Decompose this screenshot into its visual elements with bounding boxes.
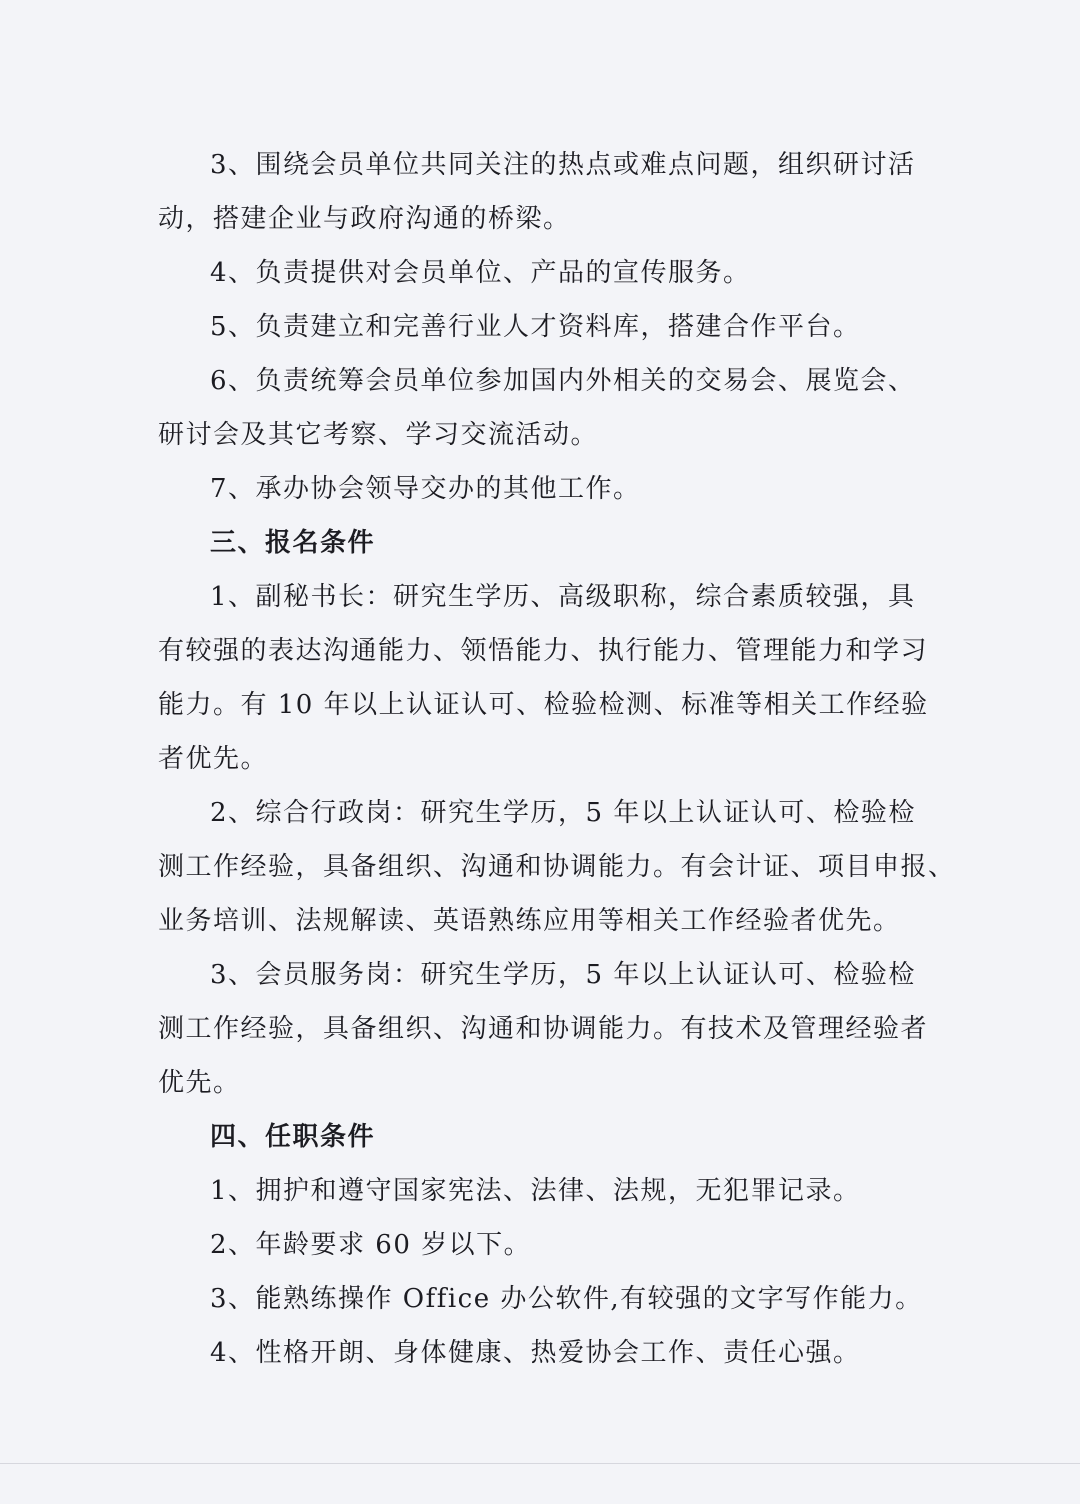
paragraph-line: 研讨会及其它考察、学习交流活动。: [158, 420, 599, 450]
duty-item-3: [158, 138, 916, 246]
paragraph-line: 2、年龄要求 60 岁以下。: [210, 1230, 532, 1260]
paragraph-line: 者优先。: [158, 744, 269, 774]
paragraph-line: 3、会员服务岗：研究生学历，5 年以上认证认可、检验检: [210, 960, 916, 990]
paragraph-line: 1、副秘书长：研究生学历、高级职称，综合素质较强，具: [210, 582, 916, 612]
requirement-item-2: [158, 1218, 910, 1272]
duty-item-6: [158, 354, 916, 462]
requirement-item-1: [158, 1164, 910, 1218]
paragraph-line: 3、能熟练操作 Office 办公软件,有较强的文字写作能力。: [210, 1284, 923, 1314]
section-heading-registration: 三、报名条件: [210, 528, 376, 558]
paragraph-line: 有较强的表达沟通能力、领悟能力、执行能力、管理能力和学习: [158, 636, 929, 666]
duty-item-7: [158, 462, 910, 516]
paragraph-line: 4、负责提供对会员单位、产品的宣传服务。: [210, 258, 751, 288]
condition-item-2: [158, 786, 956, 948]
paragraph-line: 2、综合行政岗：研究生学历，5 年以上认证认可、检验检: [210, 798, 916, 828]
paragraph-line: 测工作经验，具备组织、沟通和协调能力。有技术及管理经验者: [158, 1014, 929, 1044]
requirement-item-3: [158, 1272, 923, 1326]
duty-item-5: [158, 300, 910, 354]
paragraph-line: 6、负责统筹会员单位参加国内外相关的交易会、展览会、: [210, 366, 916, 396]
condition-item-1: [158, 570, 929, 786]
requirement-item-4: [158, 1326, 910, 1380]
scan-bottom-edge: [0, 1463, 1080, 1464]
paragraph-line: 5、负责建立和完善行业人才资料库，搭建合作平台。: [210, 312, 861, 342]
paragraph-line: 4、性格开朗、身体健康、热爱协会工作、责任心强。: [210, 1338, 861, 1368]
duty-item-4: [158, 246, 910, 300]
paragraph-line: 3、围绕会员单位共同关注的热点或难点问题，组织研讨活: [210, 150, 916, 180]
paragraph-line: 7、承办协会领导交办的其他工作。: [210, 474, 641, 504]
paragraph-line: 优先。: [158, 1068, 241, 1098]
paragraph-line: 1、拥护和遵守国家宪法、法律、法规，无犯罪记录。: [210, 1176, 861, 1206]
paragraph-line: 测工作经验，具备组织、沟通和协调能力。有会计证、项目申报、: [158, 852, 956, 882]
condition-item-3: [158, 948, 929, 1110]
section-heading-appointment: 四、任职条件: [210, 1122, 376, 1152]
paragraph-line: 动，搭建企业与政府沟通的桥梁。: [158, 204, 571, 234]
paragraph-line: 业务培训、法规解读、英语熟练应用等相关工作经验者优先。: [158, 906, 901, 936]
paragraph-line: 能力。有 10 年以上认证认可、检验检测、标准等相关工作经验: [158, 690, 929, 720]
